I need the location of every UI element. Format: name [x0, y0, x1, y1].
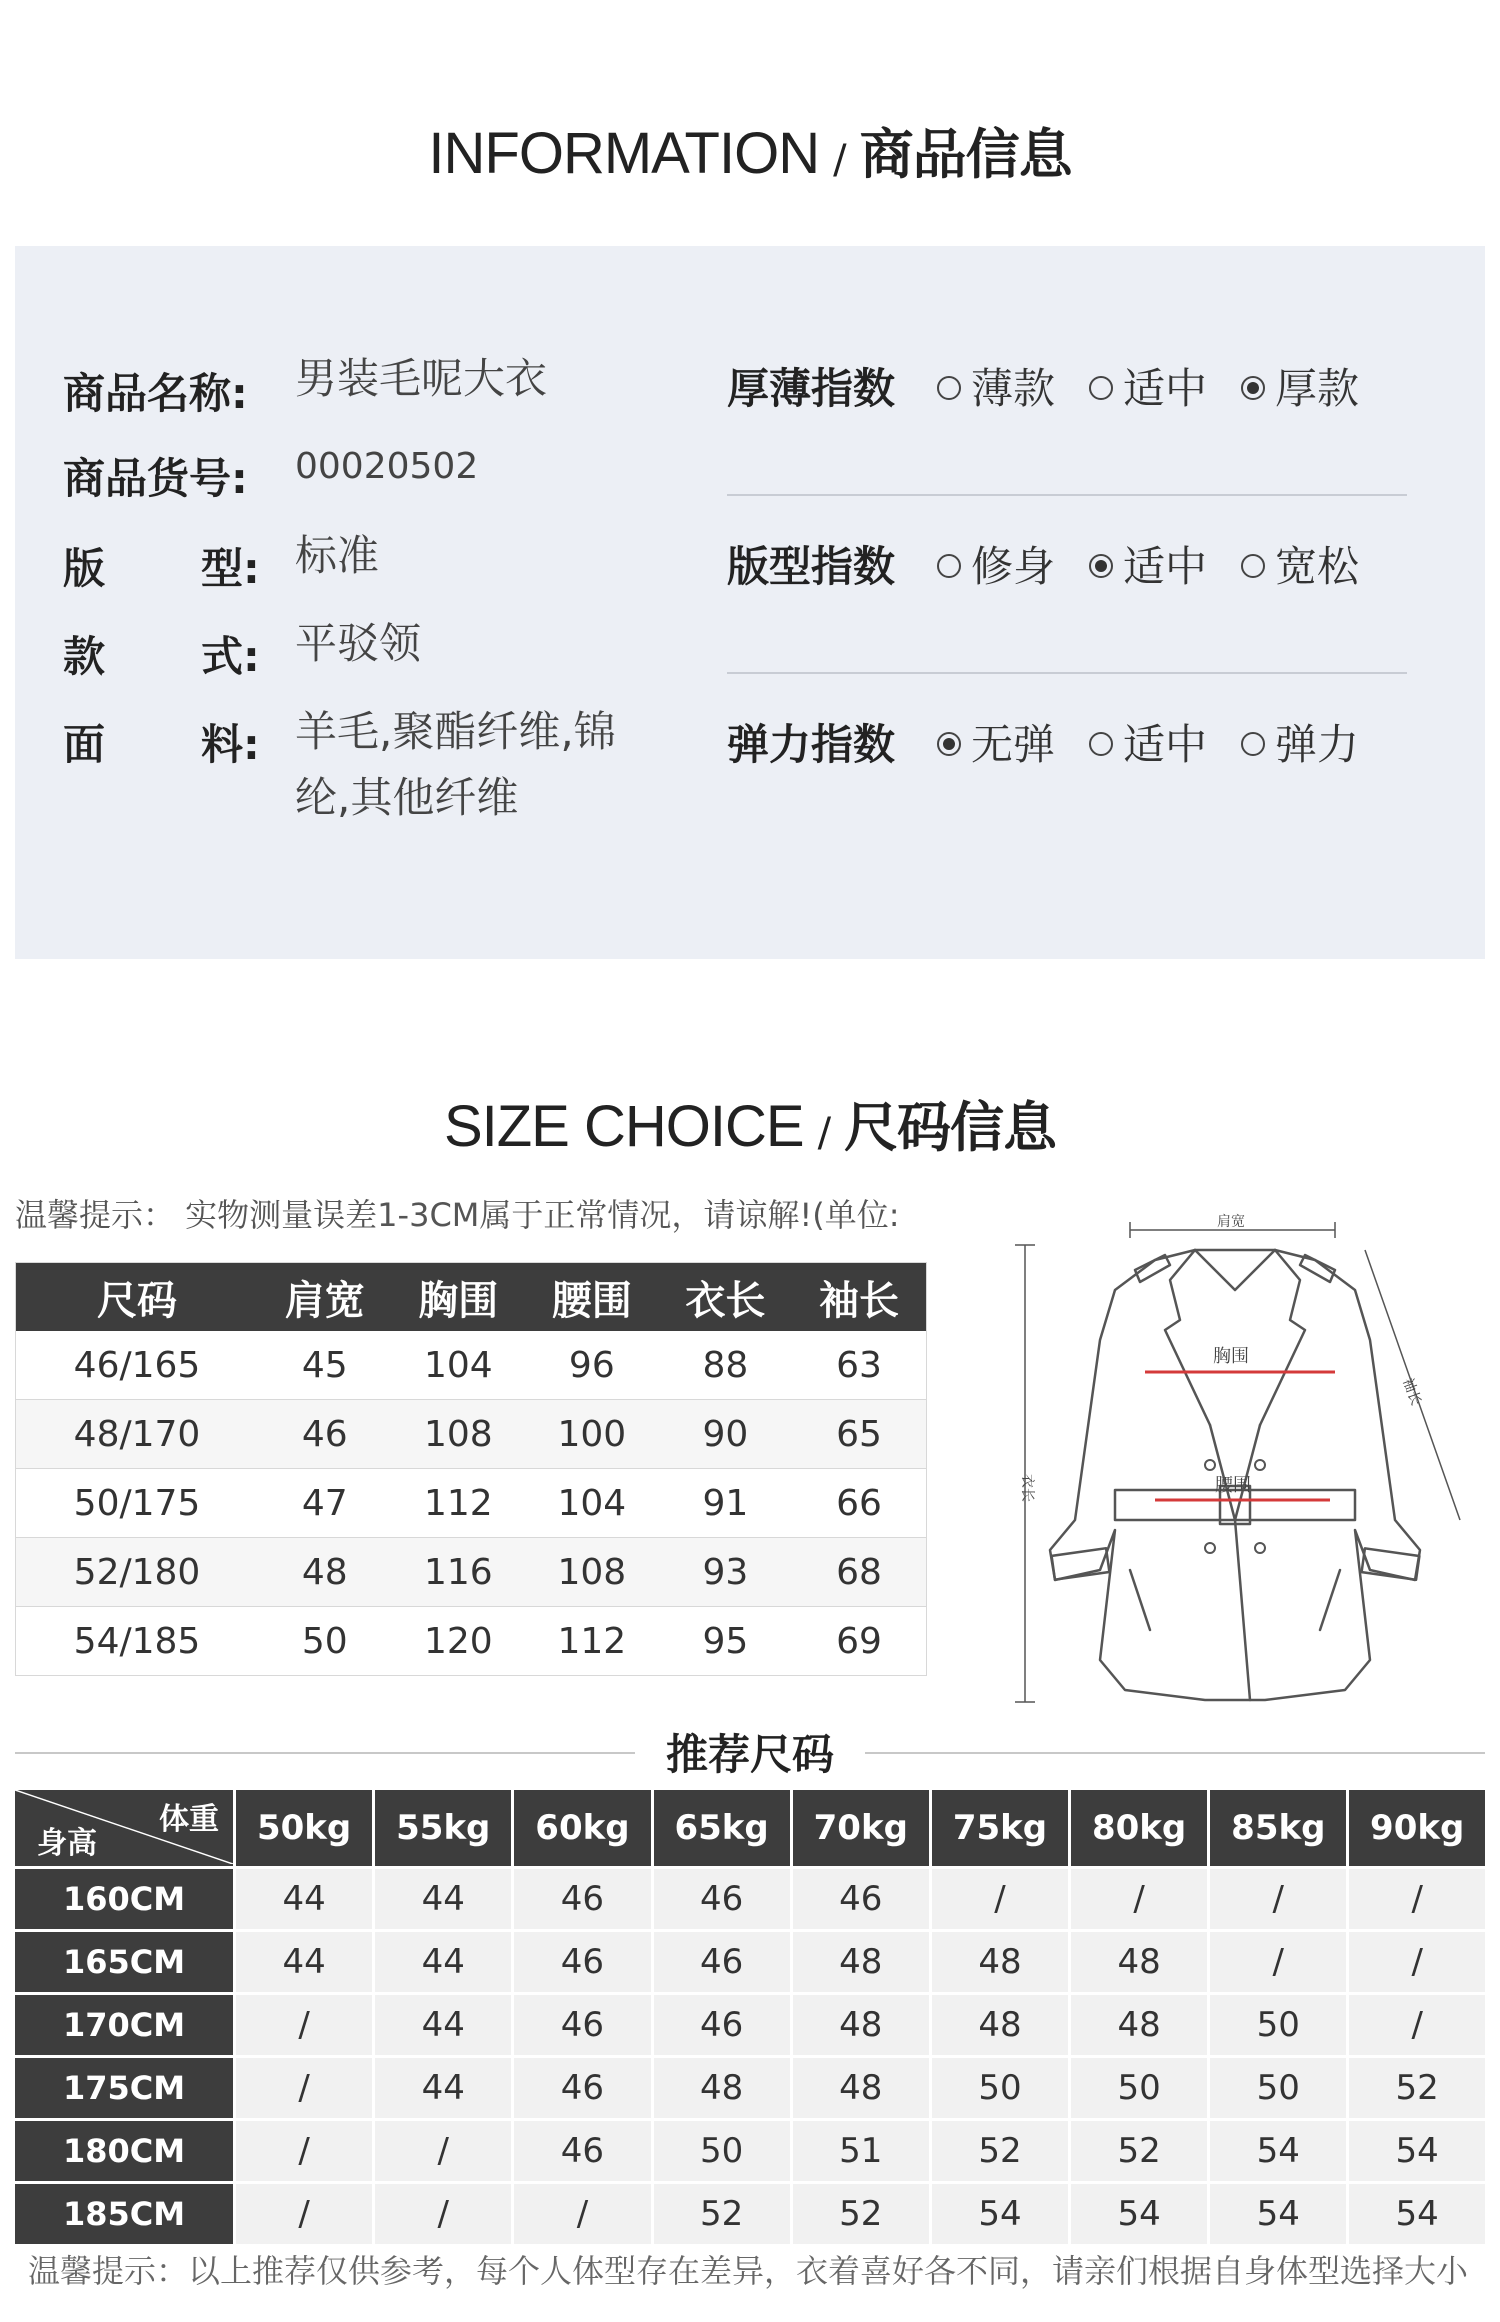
table-row [16, 1331, 927, 1400]
cell: 46 [652, 1868, 791, 1931]
cell: 45 [258, 1331, 392, 1400]
option-label: 无弹 [971, 720, 1056, 769]
index-elastic-option-medium[interactable] [1089, 712, 1207, 772]
cell: 108 [525, 1538, 659, 1607]
cell: 48 [791, 2057, 930, 2120]
header-length: 衣长 [659, 1263, 793, 1332]
table-row [16, 1469, 927, 1538]
header-waist: 腰围 [525, 1263, 659, 1332]
weight-header: 65kg [652, 1790, 791, 1868]
cell: / [235, 2183, 374, 2245]
cell: / [374, 2120, 513, 2183]
cell: 50 [1209, 1994, 1348, 2057]
cell: 46/165 [16, 1331, 259, 1400]
radio-icon [1241, 554, 1265, 578]
cell: / [235, 1994, 374, 2057]
weight-header: 90kg [1348, 1790, 1485, 1868]
cell: 54 [1209, 2183, 1348, 2245]
cell: 54/185 [16, 1607, 259, 1676]
cell: 44 [235, 1931, 374, 1994]
height-header: 160CM [15, 1868, 235, 1931]
option-label: 适中 [1123, 364, 1208, 413]
cell: 44 [374, 1868, 513, 1931]
label-product-code: 商品货号: [63, 454, 248, 503]
cell: 52 [652, 2183, 791, 2245]
cell: 48 [1070, 1931, 1209, 1994]
recommend-title [15, 1722, 1485, 1782]
size-title-en: SIZE CHOICE [443, 1094, 804, 1159]
cell: / [235, 2120, 374, 2183]
label-fabric-a: 面 [63, 720, 106, 769]
label-product-name: 商品名称: [63, 369, 248, 418]
weight-header: 55kg [374, 1790, 513, 1868]
cell: 54 [1209, 2120, 1348, 2183]
info-title-en: INFORMATION [428, 121, 820, 186]
cell: 46 [513, 2120, 652, 2183]
cell: 46 [652, 1994, 791, 2057]
info-title-cn: 商品信息 [859, 123, 1072, 186]
cell: 46 [258, 1400, 392, 1469]
corner-weight-label: 体重 [159, 1802, 219, 1837]
recommend-header-row [15, 1790, 1485, 1868]
cell: 90 [659, 1400, 793, 1469]
label-style-b: 式: [201, 632, 260, 681]
cell: 48/170 [16, 1400, 259, 1469]
table-row [16, 1538, 927, 1607]
info-section-title [0, 112, 1500, 189]
option-label: 适中 [1123, 720, 1208, 769]
recommend-title-text: 推荐尺码 [648, 1730, 852, 1779]
table-row [15, 1931, 1485, 1994]
radio-icon [937, 376, 961, 400]
index-fit-label: 版型指数 [727, 542, 896, 591]
height-header: 165CM [15, 1931, 235, 1994]
cell: 48 [258, 1538, 392, 1607]
option-label: 修身 [971, 542, 1056, 591]
cell: 46 [513, 1994, 652, 2057]
value-style: 平驳领 [295, 619, 422, 668]
weight-header: 60kg [513, 1790, 652, 1868]
cell: 108 [392, 1400, 526, 1469]
cell: 66 [792, 1469, 926, 1538]
radio-selected-icon [937, 732, 961, 756]
recommend-section [15, 1722, 1485, 1782]
diagram-label-shoulder: 肩宽 [1217, 1214, 1245, 1230]
cell: 46 [791, 1868, 930, 1931]
cell: / [1070, 1868, 1209, 1931]
height-header: 180CM [15, 2120, 235, 2183]
cell: 104 [525, 1469, 659, 1538]
weight-header: 80kg [1070, 1790, 1209, 1868]
index-thickness-option-thick[interactable] [1241, 356, 1359, 416]
radio-icon [937, 554, 961, 578]
radio-icon [1089, 376, 1113, 400]
cell: / [1209, 1868, 1348, 1931]
cell: 52 [791, 2183, 930, 2245]
cell: 46 [513, 2057, 652, 2120]
size-table-header [16, 1263, 927, 1332]
option-label: 厚款 [1275, 364, 1360, 413]
cell: / [235, 2057, 374, 2120]
cell: 52 [1348, 2057, 1485, 2120]
header-sleeve: 袖长 [792, 1263, 926, 1332]
corner-height-label: 身高 [37, 1826, 97, 1861]
cell: 96 [525, 1331, 659, 1400]
table-row [16, 1607, 927, 1676]
diagram-label-sleeve: 袖长 [1399, 1376, 1424, 1408]
radio-selected-icon [1089, 554, 1113, 578]
cell: / [1209, 1931, 1348, 1994]
size-title-cn: 尺码信息 [844, 1096, 1057, 1159]
cell: 54 [1348, 2183, 1485, 2245]
label-fit [63, 536, 273, 596]
cell: 50 [1070, 2057, 1209, 2120]
weight-header: 85kg [1209, 1790, 1348, 1868]
cell: 48 [652, 2057, 791, 2120]
index-thickness-option-thin[interactable] [937, 356, 1055, 416]
label-fit-a: 版 [63, 544, 106, 593]
cell: 50 [1209, 2057, 1348, 2120]
weight-header: 70kg [791, 1790, 930, 1868]
cell: 48 [791, 1994, 930, 2057]
header-size: 尺码 [16, 1263, 259, 1332]
index-fit-option-slim[interactable] [937, 534, 1055, 594]
cell: 52 [930, 2120, 1069, 2183]
label-fabric [63, 712, 273, 772]
cell: 93 [659, 1538, 793, 1607]
cell: 100 [525, 1400, 659, 1469]
cell: 88 [659, 1331, 793, 1400]
diagram-label-chest: 胸围 [1213, 1346, 1249, 1367]
cell: 50 [258, 1607, 392, 1676]
header-shoulder: 肩宽 [258, 1263, 392, 1332]
coat-measurement-diagram [1005, 1190, 1485, 1720]
option-label: 宽松 [1275, 542, 1360, 591]
radio-icon [1241, 732, 1265, 756]
index-thickness-option-medium[interactable] [1089, 356, 1207, 416]
index-elastic-option-none[interactable] [937, 712, 1055, 772]
cell: / [1348, 1931, 1485, 1994]
table-row [15, 2120, 1485, 2183]
cell: 65 [792, 1400, 926, 1469]
cell: 54 [1070, 2183, 1209, 2245]
cell: 48 [930, 1994, 1069, 2057]
value-fabric-line2: 纶,其他纤维 [295, 773, 519, 822]
cell: / [513, 2183, 652, 2245]
height-header: 170CM [15, 1994, 235, 2057]
label-fabric-b: 料: [201, 720, 260, 769]
value-product-name: 男装毛呢大衣 [295, 354, 548, 403]
cell: 68 [792, 1538, 926, 1607]
index-thickness-label: 厚薄指数 [727, 364, 896, 413]
header-chest: 胸围 [392, 1263, 526, 1332]
cell: 48 [1070, 1994, 1209, 2057]
cell: 46 [652, 1931, 791, 1994]
recommend-table [15, 1790, 1485, 2244]
info-title-separator: / [833, 137, 846, 183]
cell: 47 [258, 1469, 392, 1538]
cell: 54 [930, 2183, 1069, 2245]
cell: 46 [513, 1931, 652, 1994]
option-label: 弹力 [1275, 720, 1360, 769]
cell: 44 [374, 1931, 513, 1994]
divider [727, 494, 1407, 496]
product-info-panel [15, 246, 1485, 959]
cell: 120 [392, 1607, 526, 1676]
label-style [63, 624, 273, 684]
label-style-a: 款 [63, 632, 106, 681]
index-fit-option-medium[interactable] [1089, 534, 1207, 594]
height-header: 175CM [15, 2057, 235, 2120]
radio-selected-icon [1241, 376, 1265, 400]
cell: 112 [392, 1469, 526, 1538]
table-row [15, 1868, 1485, 1931]
cell: 63 [792, 1331, 926, 1400]
weight-header: 50kg [235, 1790, 374, 1868]
radio-icon [1089, 732, 1113, 756]
size-table [15, 1262, 927, 1676]
cell: / [1348, 1994, 1485, 2057]
cell: 44 [374, 1994, 513, 2057]
cell: 112 [525, 1607, 659, 1676]
index-elastic-option-stretch[interactable] [1241, 712, 1359, 772]
cell: 44 [235, 1868, 374, 1931]
cell: / [374, 2183, 513, 2245]
cell: 69 [792, 1607, 926, 1676]
value-fit: 标准 [295, 531, 380, 580]
measurement-tip: 温馨提示： 实物测量误差1-3CM属于正常情况，请谅解!(单位: [15, 1196, 900, 1234]
cell: 95 [659, 1607, 793, 1676]
value-product-code: 00020502 [295, 446, 479, 487]
table-row [15, 2057, 1485, 2120]
size-section-title [0, 1085, 1500, 1162]
cell: 91 [659, 1469, 793, 1538]
table-row [16, 1400, 927, 1469]
size-title-separator: / [817, 1110, 831, 1156]
option-label: 薄款 [971, 364, 1056, 413]
option-label: 适中 [1123, 542, 1208, 591]
cell: 51 [791, 2120, 930, 2183]
table-row [15, 1994, 1485, 2057]
cell: 116 [392, 1538, 526, 1607]
recommend-tip: 温馨提示：以上推荐仅供参考，每个人体型存在差异，衣着喜好各不同，请亲们根据自身体型选择大小 [28, 2252, 1469, 2290]
cell: 50 [930, 2057, 1069, 2120]
value-fabric-line1: 羊毛,聚酯纤维,锦 [295, 707, 616, 756]
cell: 52 [1070, 2120, 1209, 2183]
divider [727, 672, 1407, 674]
cell: 44 [374, 2057, 513, 2120]
table-row [15, 2183, 1485, 2245]
cell: / [1348, 1868, 1485, 1931]
label-fit-b: 型: [201, 544, 260, 593]
corner-header [15, 1790, 235, 1868]
cell: 48 [791, 1931, 930, 1994]
index-fit-option-loose[interactable] [1241, 534, 1359, 594]
cell: 54 [1348, 2120, 1485, 2183]
diagram-label-length: 衣长 [1019, 1474, 1035, 1502]
cell: 50 [652, 2120, 791, 2183]
cell: 46 [513, 1868, 652, 1931]
index-elastic-label: 弹力指数 [727, 720, 896, 769]
diagram-label-waist: 腰围 [1215, 1475, 1251, 1496]
weight-header: 75kg [930, 1790, 1069, 1868]
cell: 52/180 [16, 1538, 259, 1607]
cell: 50/175 [16, 1469, 259, 1538]
cell: 104 [392, 1331, 526, 1400]
cell: 48 [930, 1931, 1069, 1994]
cell: / [930, 1868, 1069, 1931]
height-header: 185CM [15, 2183, 235, 2245]
